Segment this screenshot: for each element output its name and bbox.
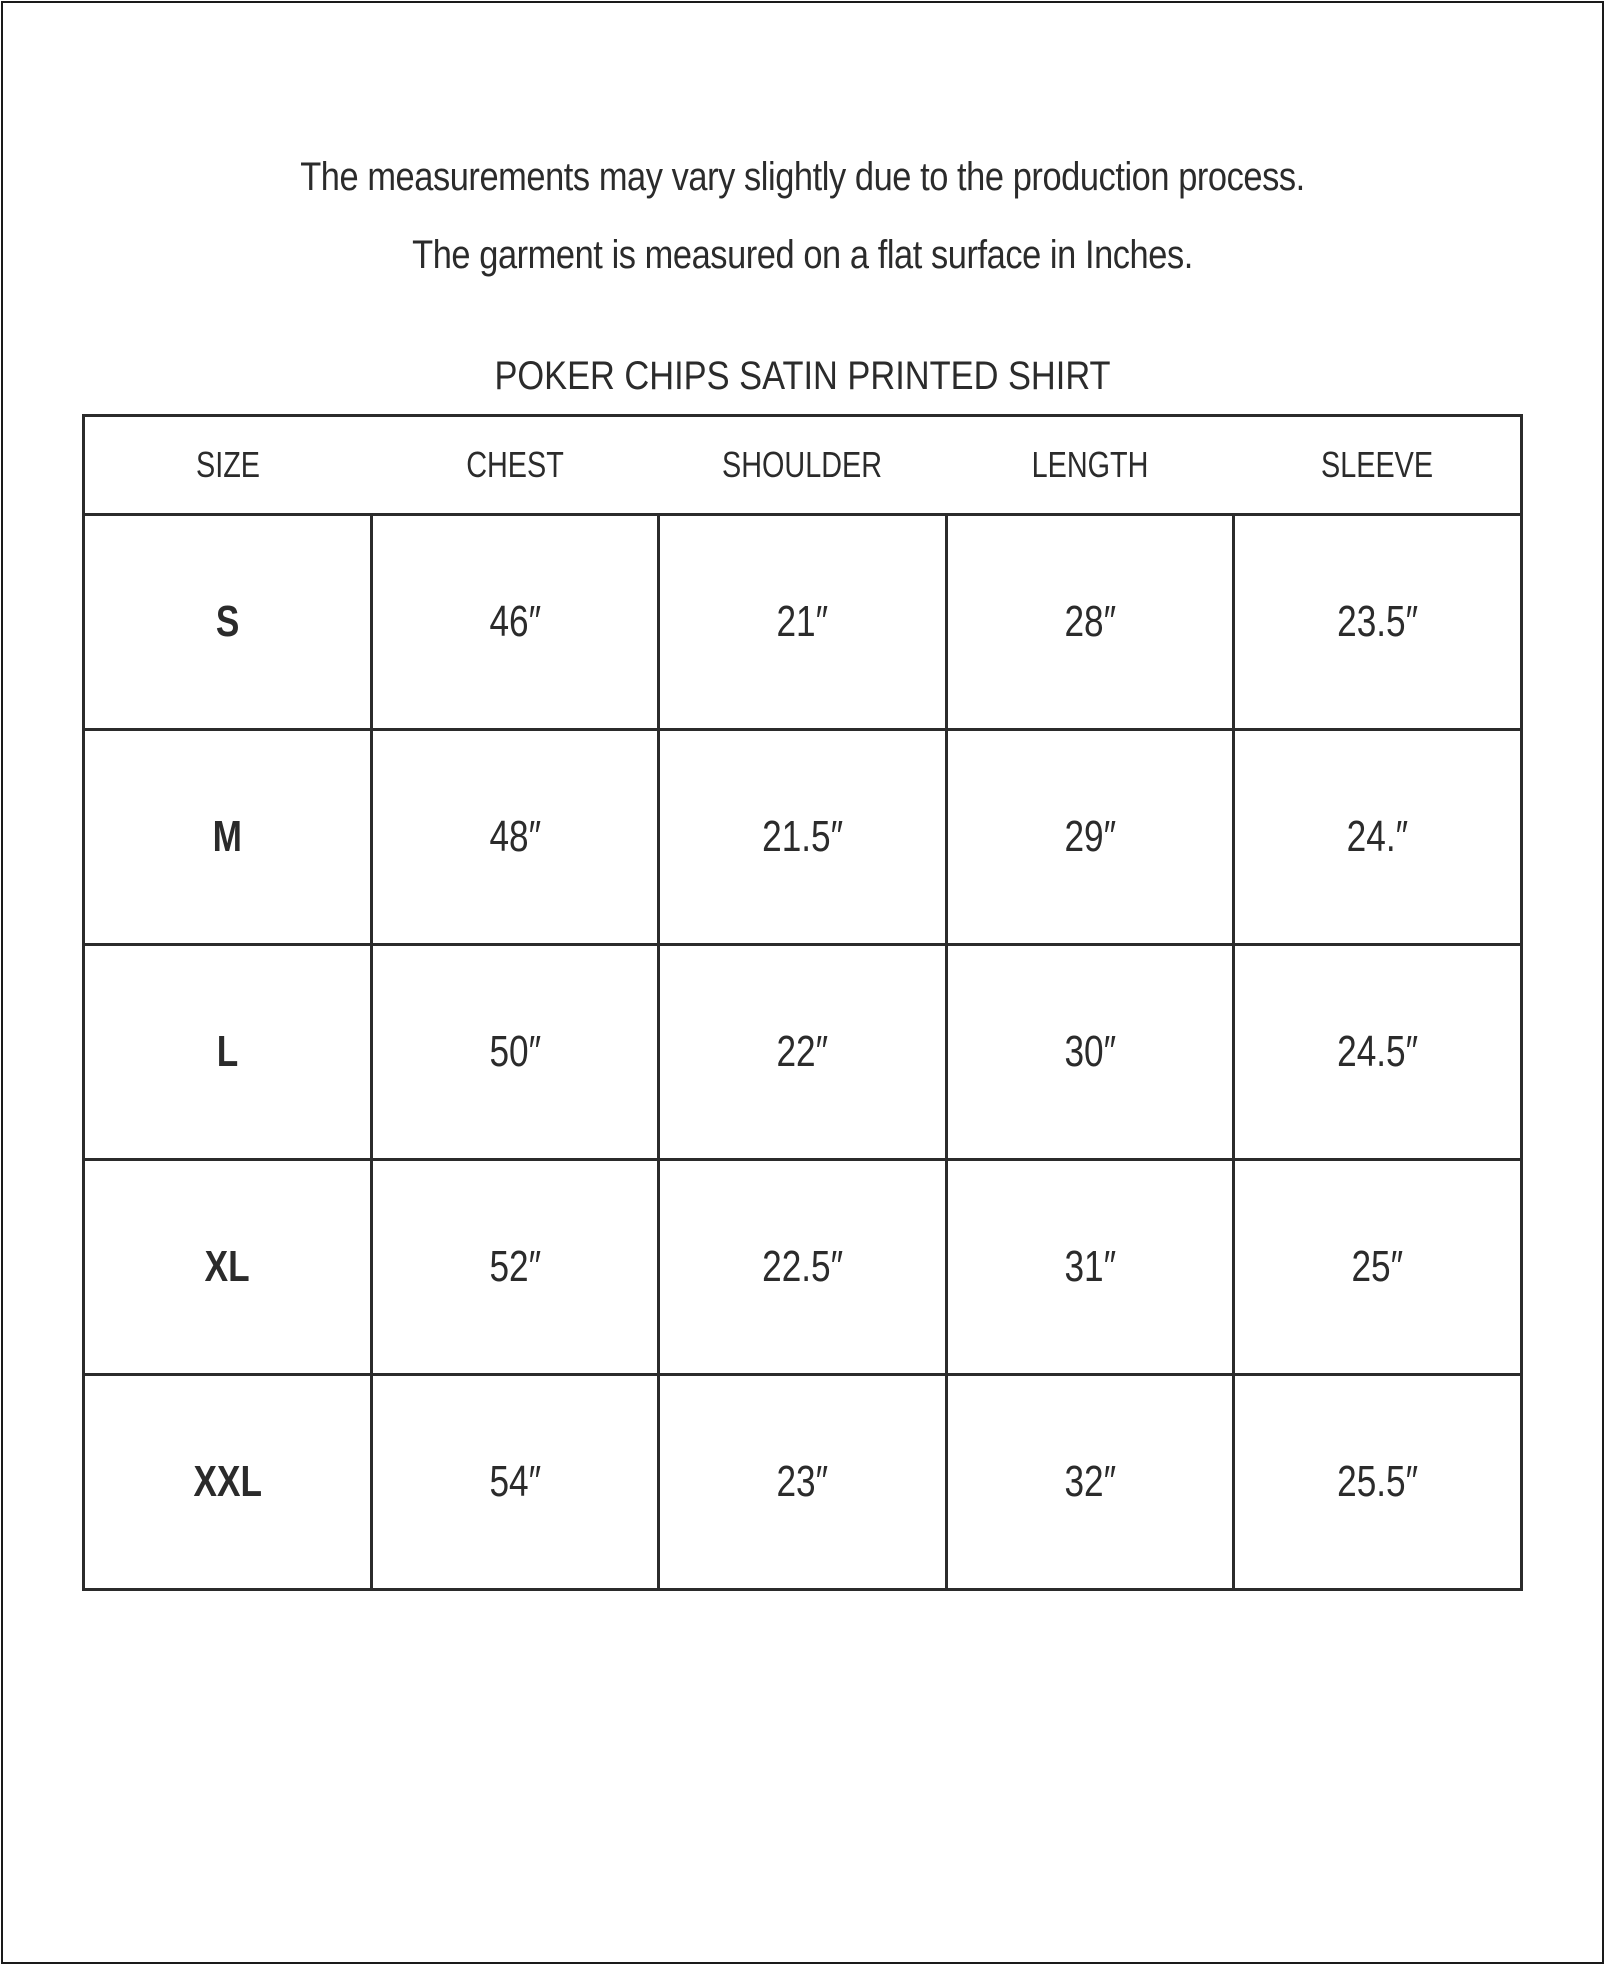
sleeve-cell: 25″ (1234, 1160, 1522, 1375)
header-chest: CHEST (371, 416, 659, 515)
table-row (84, 945, 1522, 1160)
table-row (84, 1375, 1522, 1590)
table-row (84, 515, 1522, 730)
sleeve-cell: 23.5″ (1234, 515, 1522, 730)
length-cell: 28″ (946, 515, 1234, 730)
header-size: SIZE (84, 416, 372, 515)
header-length: LENGTH (946, 416, 1234, 515)
length-cell: 32″ (946, 1375, 1234, 1590)
header-sleeve: SLEEVE (1234, 416, 1522, 515)
note-flat-surface: The garment is measured on a flat surface in Inches. (412, 233, 1193, 277)
header-shoulder: SHOULDER (659, 416, 947, 515)
size-cell: XXL (84, 1375, 372, 1590)
length-cell: 29″ (946, 730, 1234, 945)
chest-cell: 50″ (371, 945, 659, 1160)
sleeve-cell: 25.5″ (1234, 1375, 1522, 1590)
table-title: POKER CHIPS SATIN PRINTED SHIRT (494, 354, 1111, 398)
shoulder-cell: 21.5″ (659, 730, 947, 945)
shoulder-cell: 22″ (659, 945, 947, 1160)
shoulder-cell: 21″ (659, 515, 947, 730)
table-header-row (84, 416, 1522, 515)
table-row (84, 1160, 1522, 1375)
table-row (84, 730, 1522, 945)
size-chart-table (82, 414, 1523, 1591)
chest-cell: 54″ (371, 1375, 659, 1590)
size-cell: XL (84, 1160, 372, 1375)
sleeve-cell: 24.5″ (1234, 945, 1522, 1160)
size-cell: L (84, 945, 372, 1160)
length-cell: 30″ (946, 945, 1234, 1160)
measurement-notes (0, 138, 1605, 294)
chest-cell: 52″ (371, 1160, 659, 1375)
chest-cell: 48″ (371, 730, 659, 945)
length-cell: 31″ (946, 1160, 1234, 1375)
sleeve-cell: 24.″ (1234, 730, 1522, 945)
size-cell: S (84, 515, 372, 730)
chest-cell: 46″ (371, 515, 659, 730)
size-cell: M (84, 730, 372, 945)
shoulder-cell: 22.5″ (659, 1160, 947, 1375)
note-variation: The measurements may vary slightly due to the production process. (300, 155, 1305, 199)
shoulder-cell: 23″ (659, 1375, 947, 1590)
